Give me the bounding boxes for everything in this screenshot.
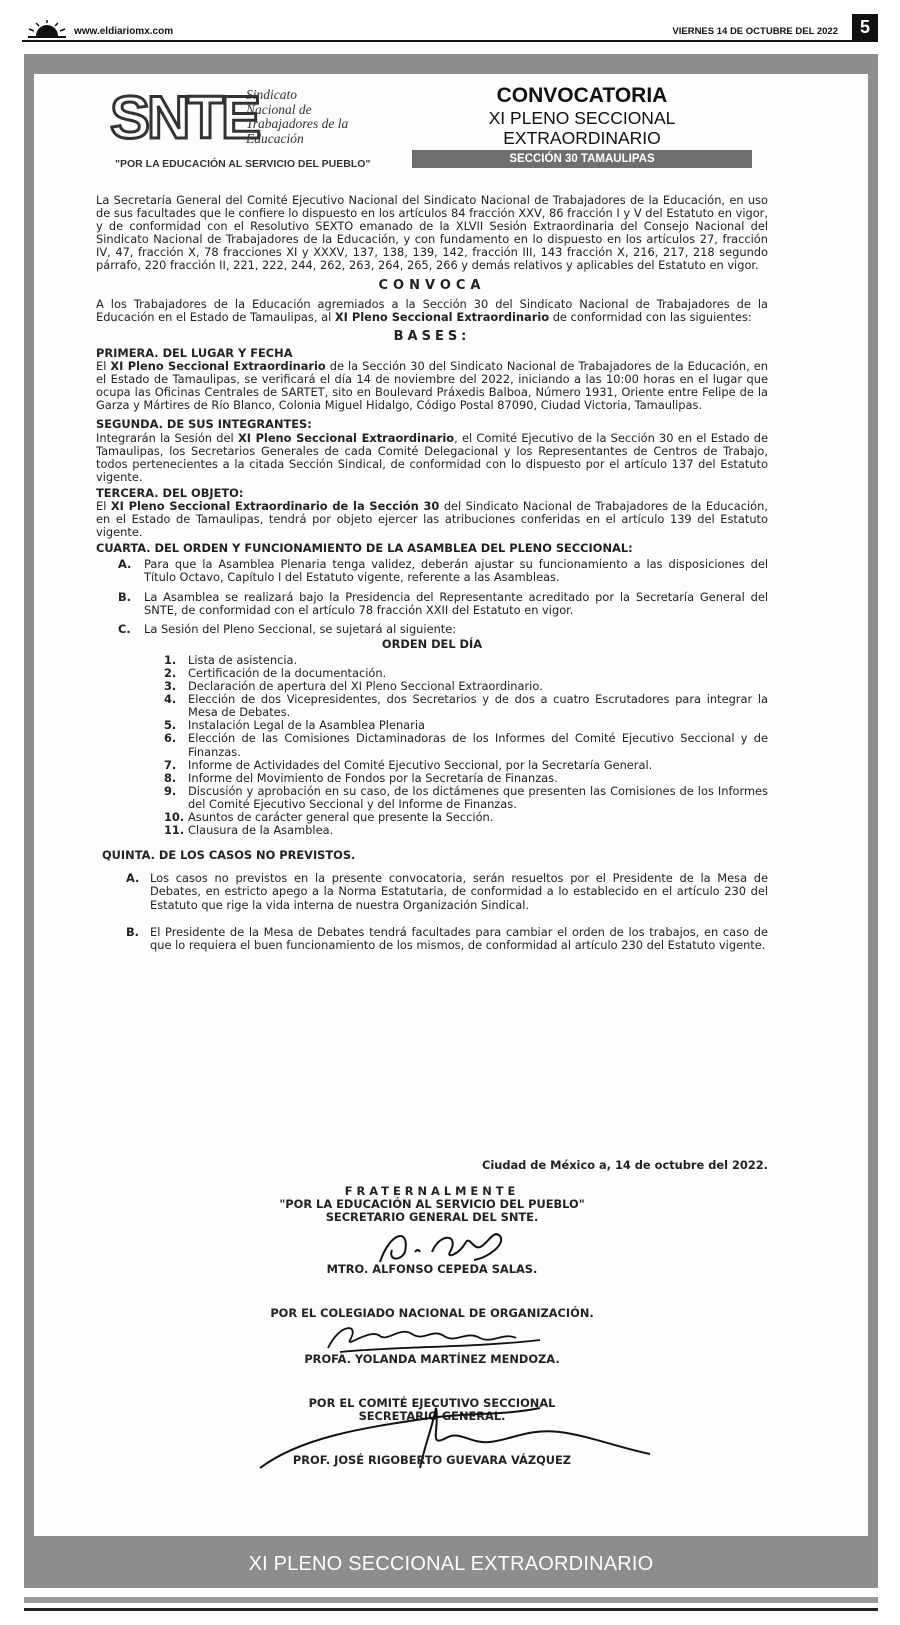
signer-3-name: PROF. JOSÉ RIGOBERTO GUEVARA VÁZQUEZ [292, 1453, 572, 1467]
cuarta-item-a: A. Para que la Asamblea Plenaria tenga validez, deberán ajustar su funcionamiento a las disposiciones del Título Octavo, Capítulo I del Estatuto vigente, referente a las Asambleas. [118, 557, 768, 585]
signer-1-role: SECRETARIO GENERAL DEL SNTE. [325, 1210, 539, 1224]
title-line-3: EXTRAORDINARIO [503, 128, 661, 148]
primera-heading: PRIMERA. DEL LUGAR Y FECHA [96, 345, 293, 360]
title-line-1: CONVOCATORIA [496, 84, 668, 107]
snte-full-name: Sindicato Nacional de Trabajadores de la Educación [246, 87, 349, 146]
place-date: Ciudad de México a, 14 de octubre del 2022. [481, 1158, 768, 1172]
signer-3-role-a: POR EL COMITÉ EJECUTIVO SECCIONAL [308, 1396, 556, 1410]
list-item: 5. Instalación Legal de la Asamblea Plenaria [164, 718, 425, 733]
site-url[interactable]: www.eldiariomx.com [74, 26, 174, 37]
intro-paragraph: La Secretaría General del Comité Ejecutivo Nacional del Sindicato Nacional de Trabajadores de la Educación, en uso de sus facultades que le confiere lo dispuesto en los artículos 84 fracción XXV, 86 fracción I y V del Estatuto en vigor, y de conformidad con el Resolutivo SEXTO emanado de la XLVII Sesión Extraordinaria del Consejo Nacional del Sindicato Nacional de Trabajadores de la Educación, y con fundamento en lo dispuesto en los artículos 27, fracción IV, 47, fracción X, 78 fracciones XI y XXXV, 137, 138, 139, 142, fracción III, 143 fracción X, 216, 217, 218 segundo párrafo, 220 fracción II, 221, 222, 244, 262, 263, 264, 265, 266 y demás relativos y aplicables del Estatuto en vigor. [96, 193, 768, 273]
quinta-item-a: A. Los casos no previstos en la presente convocatoria, serán resueltos por el Presidente de la Mesa de Debates, en estricto apego a la Norma Estatutaria, de conformidad a lo establecido en el artículo 230 del Estatuto que rige la vida interna de nuestra Organización Sindical. [126, 871, 768, 912]
quinta-items [96, 872, 768, 951]
segunda-heading: SEGUNDA. DE SUS INTEGRANTES: [96, 417, 312, 432]
list-item: 6. Elección de las Comisiones Dictaminadoras de los Informes del Comité Ejecutivo Seccional y de Finanzas. [164, 731, 768, 759]
issue-date: VIERNES 14 DE OCTUBRE DEL 2022 [672, 26, 838, 37]
bottom-rule [24, 1597, 878, 1603]
bottom-rule-dark [24, 1608, 878, 1611]
segunda-paragraph: Integrarán la Sesión del XI Pleno Seccional Extraordinario, el Comité Ejecutivo de la Sección 30 en el Estado de Tamaulipas, los Secretarios Generales de cada Comité Delegacional y los Representantes de Centros de Trabajo, todos pertenecientes a la citada Sección Sindical, de conformidad con lo dispuesto por el artículo 137 del Estatuto vigente. [96, 430, 769, 484]
cuarta-item-c: C. La Sesión del Pleno Seccional, se sujetará al siguiente: [118, 621, 457, 636]
fraternalmente: FRATERNALMENTE [344, 1184, 520, 1198]
list-item: 2. Certificación de la documentación. [164, 666, 387, 680]
quinta-item-b: B. El Presidente de la Mesa de Debates tendrá facultades para cambiar el orden de los trabajos, en caso de que lo requiera el buen funcionamiento de los mismos, de conformidad al artículo 230 del Estatuto vigente. [126, 924, 768, 952]
list-item: 3. Declaración de apertura del XI Pleno Seccional Extraordinario. [164, 679, 543, 694]
orden-del-dia-list [96, 654, 768, 837]
cuarta-item-b: B. La Asamblea se realizará bajo la Presidencia del Representante acreditado por la Secretaría General del SNTE, de conformidad con el artículo 78 fracción XXII del Estatuto en vigor. [118, 589, 768, 617]
list-item: 4. Elección de dos Vicepresidentes, dos Secretarios y de dos a cuatro Escrutadores para integrar la Mesa de Debates. [164, 692, 768, 720]
snte-logo-mark [108, 84, 259, 151]
title-line-2: XI PLENO SECCIONAL [488, 108, 676, 128]
closing-motto: "POR LA EDUCACIÓN AL SERVICIO DEL PUEBLO" [279, 1197, 585, 1211]
primera-paragraph: El XI Pleno Seccional Extraordinario de la Sección 30 del Sindicato Nacional de Trabajadores de la Educación, en el Estado de Tamaulipas, se verificará el día 14 de noviembre del 2022, iniciando a las 10:00 horas en el lugar que ocupa las Oficinas Centrales de SARTET, sito en Boulevard Práxedis Balboa, Número 1931, Oriente entre Felipe de la Garza y Mártires de Río Blanco, Colonia Miguel Hidalgo, Código Postal 87090, Ciudad Victoria, Tamaulipas. [96, 359, 769, 413]
signer-1-name: MTRO. ALFONSO CEPEDA SALAS. [326, 1262, 538, 1276]
snte-logo-text: SNTE [110, 84, 259, 151]
orden-del-dia-heading: ORDEN DEL DÍA [381, 636, 483, 651]
quinta-heading: QUINTA. DE LOS CASOS NO PREVISTOS. [102, 848, 356, 863]
signer-2-name: PROFA. YOLANDA MARTÍNEZ MENDOZA. [304, 1352, 560, 1366]
cuarta-heading: CUARTA. DEL ORDEN Y FUNCIONAMIENTO DE LA ASAMBLEA DEL PLENO SECCIONAL: [96, 541, 633, 556]
page-number: 5 [852, 14, 878, 40]
tercera-paragraph: El XI Pleno Seccional Extraordinario de la Sección 30 del Sindicato Nacional de Trabajadores de la Educación, en el Estado de Tamaulipas, tendrá por objeto ejercer las atribuciones conferidas en el artículo 139 del Estatuto vigente. [96, 498, 768, 540]
sun-logo-icon [26, 20, 68, 38]
snte-motto: "POR LA EDUCACIÓN AL SERVICIO DEL PUEBLO" [115, 158, 371, 170]
header-rule [22, 40, 878, 42]
list-item: 9. Discusión y aprobación en su caso, de los dictámenes que presenten las Comisiones de los Informes del Comité Ejecutivo Seccional y del Informe de Finanzas. [164, 783, 768, 811]
seccion-banner: SECCIÓN 30 TAMAULIPAS [412, 150, 752, 168]
convoca-paragraph: A los Trabajadores de la Educación agremiados a la Sección 30 del Sindicato Nacional de Trabajadores de la Educación en el Estado de Tamaulipas, al XI Pleno Seccional Extraordinario de conformidad con las siguientes: [96, 296, 768, 324]
document-body [96, 194, 768, 952]
bases-heading: BASES: [393, 328, 471, 344]
list-item: 7. Informe de Actividades del Comité Ejecutivo Seccional, por la Secretaría General. [164, 757, 653, 772]
tercera-heading: TERCERA. DEL OBJETO: [96, 485, 244, 500]
signer-2-role: POR EL COLEGIADO NACIONAL DE ORGANIZACIÓN. [270, 1306, 594, 1320]
list-item: 11. Clausura de la Asamblea. [164, 823, 334, 838]
convocatoria-title [412, 84, 752, 148]
list-item: 8. Informe del Movimiento de Fondos por la Secretaría de Finanzas. [164, 770, 558, 785]
signer-3-role-b: SECRETARIO GENERAL. [358, 1409, 506, 1423]
list-item: 10. Asuntos de carácter general que presente la Sección. [164, 810, 494, 825]
convoca-heading: CONVOCA [378, 277, 486, 293]
page-header [22, 14, 878, 42]
footer-banner: XI PLENO SECCIONAL EXTRAORDINARIO [24, 1540, 878, 1588]
list-item: 1. Lista de asistencia. [164, 652, 298, 667]
